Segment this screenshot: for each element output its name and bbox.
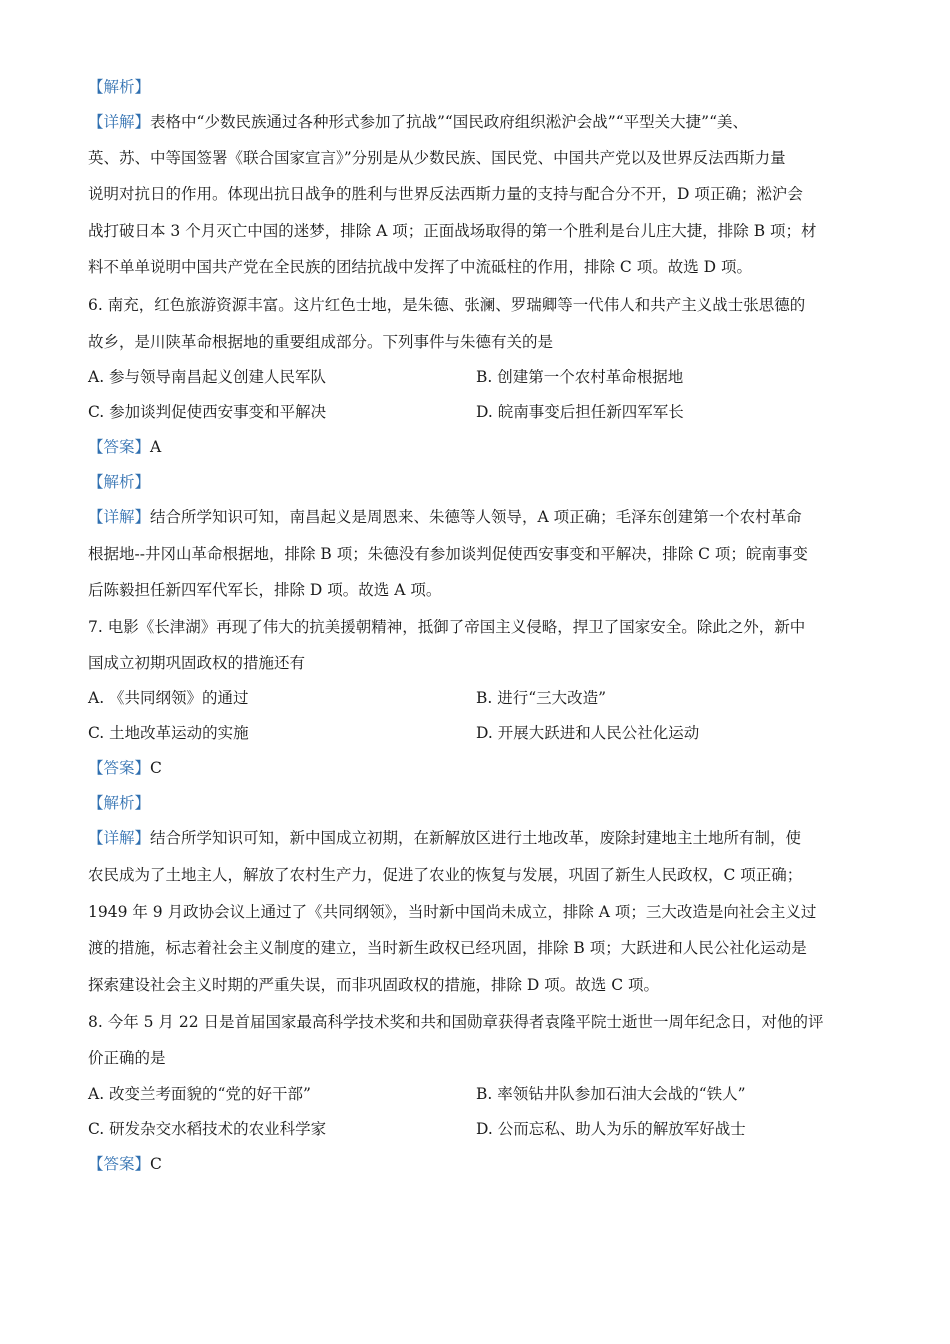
question-6-option-a: A. 参与领导南昌起义创建人民军队 — [88, 368, 327, 386]
detail-paragraph-line: 探索建设社会主义时期的严重失误，而非巩固政权的措施，排除 D 项。故选 C 项。 — [88, 976, 659, 994]
question-6-option-d: D. 皖南事变后担任新四军军长 — [476, 403, 684, 421]
question-7-option-b: B. 进行“三大改造” — [476, 689, 607, 707]
detail-paragraph-line: 料不单单说明中国共产党在全民族的团结抗战中发挥了中流砥柱的作用，排除 C 项。故选 D 项。 — [88, 258, 752, 276]
detail-paragraph-line: 1949 年 9 月政协会议上通过了《共同纲领》，当时新中国尚未成立，排除 A 项；三大改造是向社会主义过 — [88, 903, 817, 921]
question-8-stem: 价正确的是 — [88, 1049, 166, 1067]
detail-paragraph-line: 【详解】表格中“少数民族通过各种形式参加了抗战”“国民政府组织淞沪会战”“平型关大捷”“美、 — [88, 113, 748, 131]
detail-paragraph-line: 战打破日本 3 个月灭亡中国的迷梦，排除 A 项；正面战场取得的第一个胜利是台儿庄大捷，排除 B 项；材 — [88, 222, 817, 240]
question-8-option-b: B. 率领钻井队参加石油大会战的“铁人” — [476, 1085, 746, 1103]
detail-paragraph-line: 说明对抗日的作用。体现出抗日战争的胜利与世界反法西斯力量的支持与配合分不开，D 项正确；淞沪会 — [88, 185, 803, 203]
analysis-heading: 【解析】 — [88, 794, 151, 812]
detail-paragraph-line: 根据地--井冈山革命根据地，排除 B 项；朱德没有参加谈判促使西安事变和平解决，排除 C 项；皖南事变 — [88, 545, 808, 563]
question-6-stem: 6. 南充，红色旅游资源丰富。这片红色士地，是朱德、张澜、罗瑞卿等一代伟人和共产主义战士张思德的 — [88, 296, 806, 314]
detail-paragraph-line: 农民成为了土地主人，解放了农村生产力，促进了农业的恢复与发展，巩固了新生人民政权，C 项正确； — [88, 866, 803, 884]
question-8-stem: 8. 今年 5 月 22 日是首届国家最高科学技术奖和共和国勋章获得者袁隆平院士逝世一周年纪念日，对他的评 — [88, 1013, 824, 1031]
question-6-option-c: C. 参加谈判促使西安事变和平解决 — [88, 403, 327, 421]
question-7-answer: 【答案】C — [88, 759, 162, 777]
detail-paragraph-line: 【详解】结合所学知识可知，新中国成立初期，在新解放区进行土地改革，废除封建地主土地所有制，使 — [88, 829, 802, 847]
question-7-stem: 国成立初期巩固政权的措施还有 — [88, 654, 306, 672]
detail-paragraph-line: 【详解】结合所学知识可知，南昌起义是周恩来、朱德等人领导，A 项正确；毛泽东创建第一个农村革命 — [88, 508, 802, 526]
detail-paragraph-line: 英、苏、中等国签署《联合国家宣言》”分别是从少数民族、国民党、中国共产党以及世界反法西斯力量 — [88, 149, 786, 167]
question-7-option-a: A. 《共同纲领》的通过 — [88, 689, 249, 707]
question-8-option-a: A. 改变兰考面貌的“党的好干部” — [88, 1085, 311, 1103]
question-6-answer: 【答案】A — [88, 438, 162, 456]
question-6-option-b: B. 创建第一个农村革命根据地 — [476, 368, 684, 386]
question-8-option-c: C. 研发杂交水稻技术的农业科学家 — [88, 1120, 327, 1138]
analysis-heading: 【解析】 — [88, 78, 151, 96]
question-7-option-d: D. 开展大跃进和人民公社化运动 — [476, 724, 700, 742]
detail-paragraph-line: 后陈毅担任新四军代军长，排除 D 项。故选 A 项。 — [88, 581, 442, 599]
detail-paragraph-line: 渡的措施，标志着社会主义制度的建立，当时新生政权已经巩固，排除 B 项；大跃进和人民公社化运动是 — [88, 939, 807, 957]
question-7-option-c: C. 土地改革运动的实施 — [88, 724, 249, 742]
question-8-answer: 【答案】C — [88, 1155, 162, 1173]
question-8-option-d: D. 公而忘私、助人为乐的解放军好战士 — [476, 1120, 746, 1138]
analysis-heading: 【解析】 — [88, 473, 151, 491]
question-7-stem: 7. 电影《长津湖》再现了伟大的抗美援朝精神，抵御了帝国主义侵略，捍卫了国家安全。除此之外，新中 — [88, 618, 806, 636]
question-6-stem: 故乡，是川陕革命根据地的重要组成部分。下列事件与朱德有关的是 — [88, 333, 554, 351]
